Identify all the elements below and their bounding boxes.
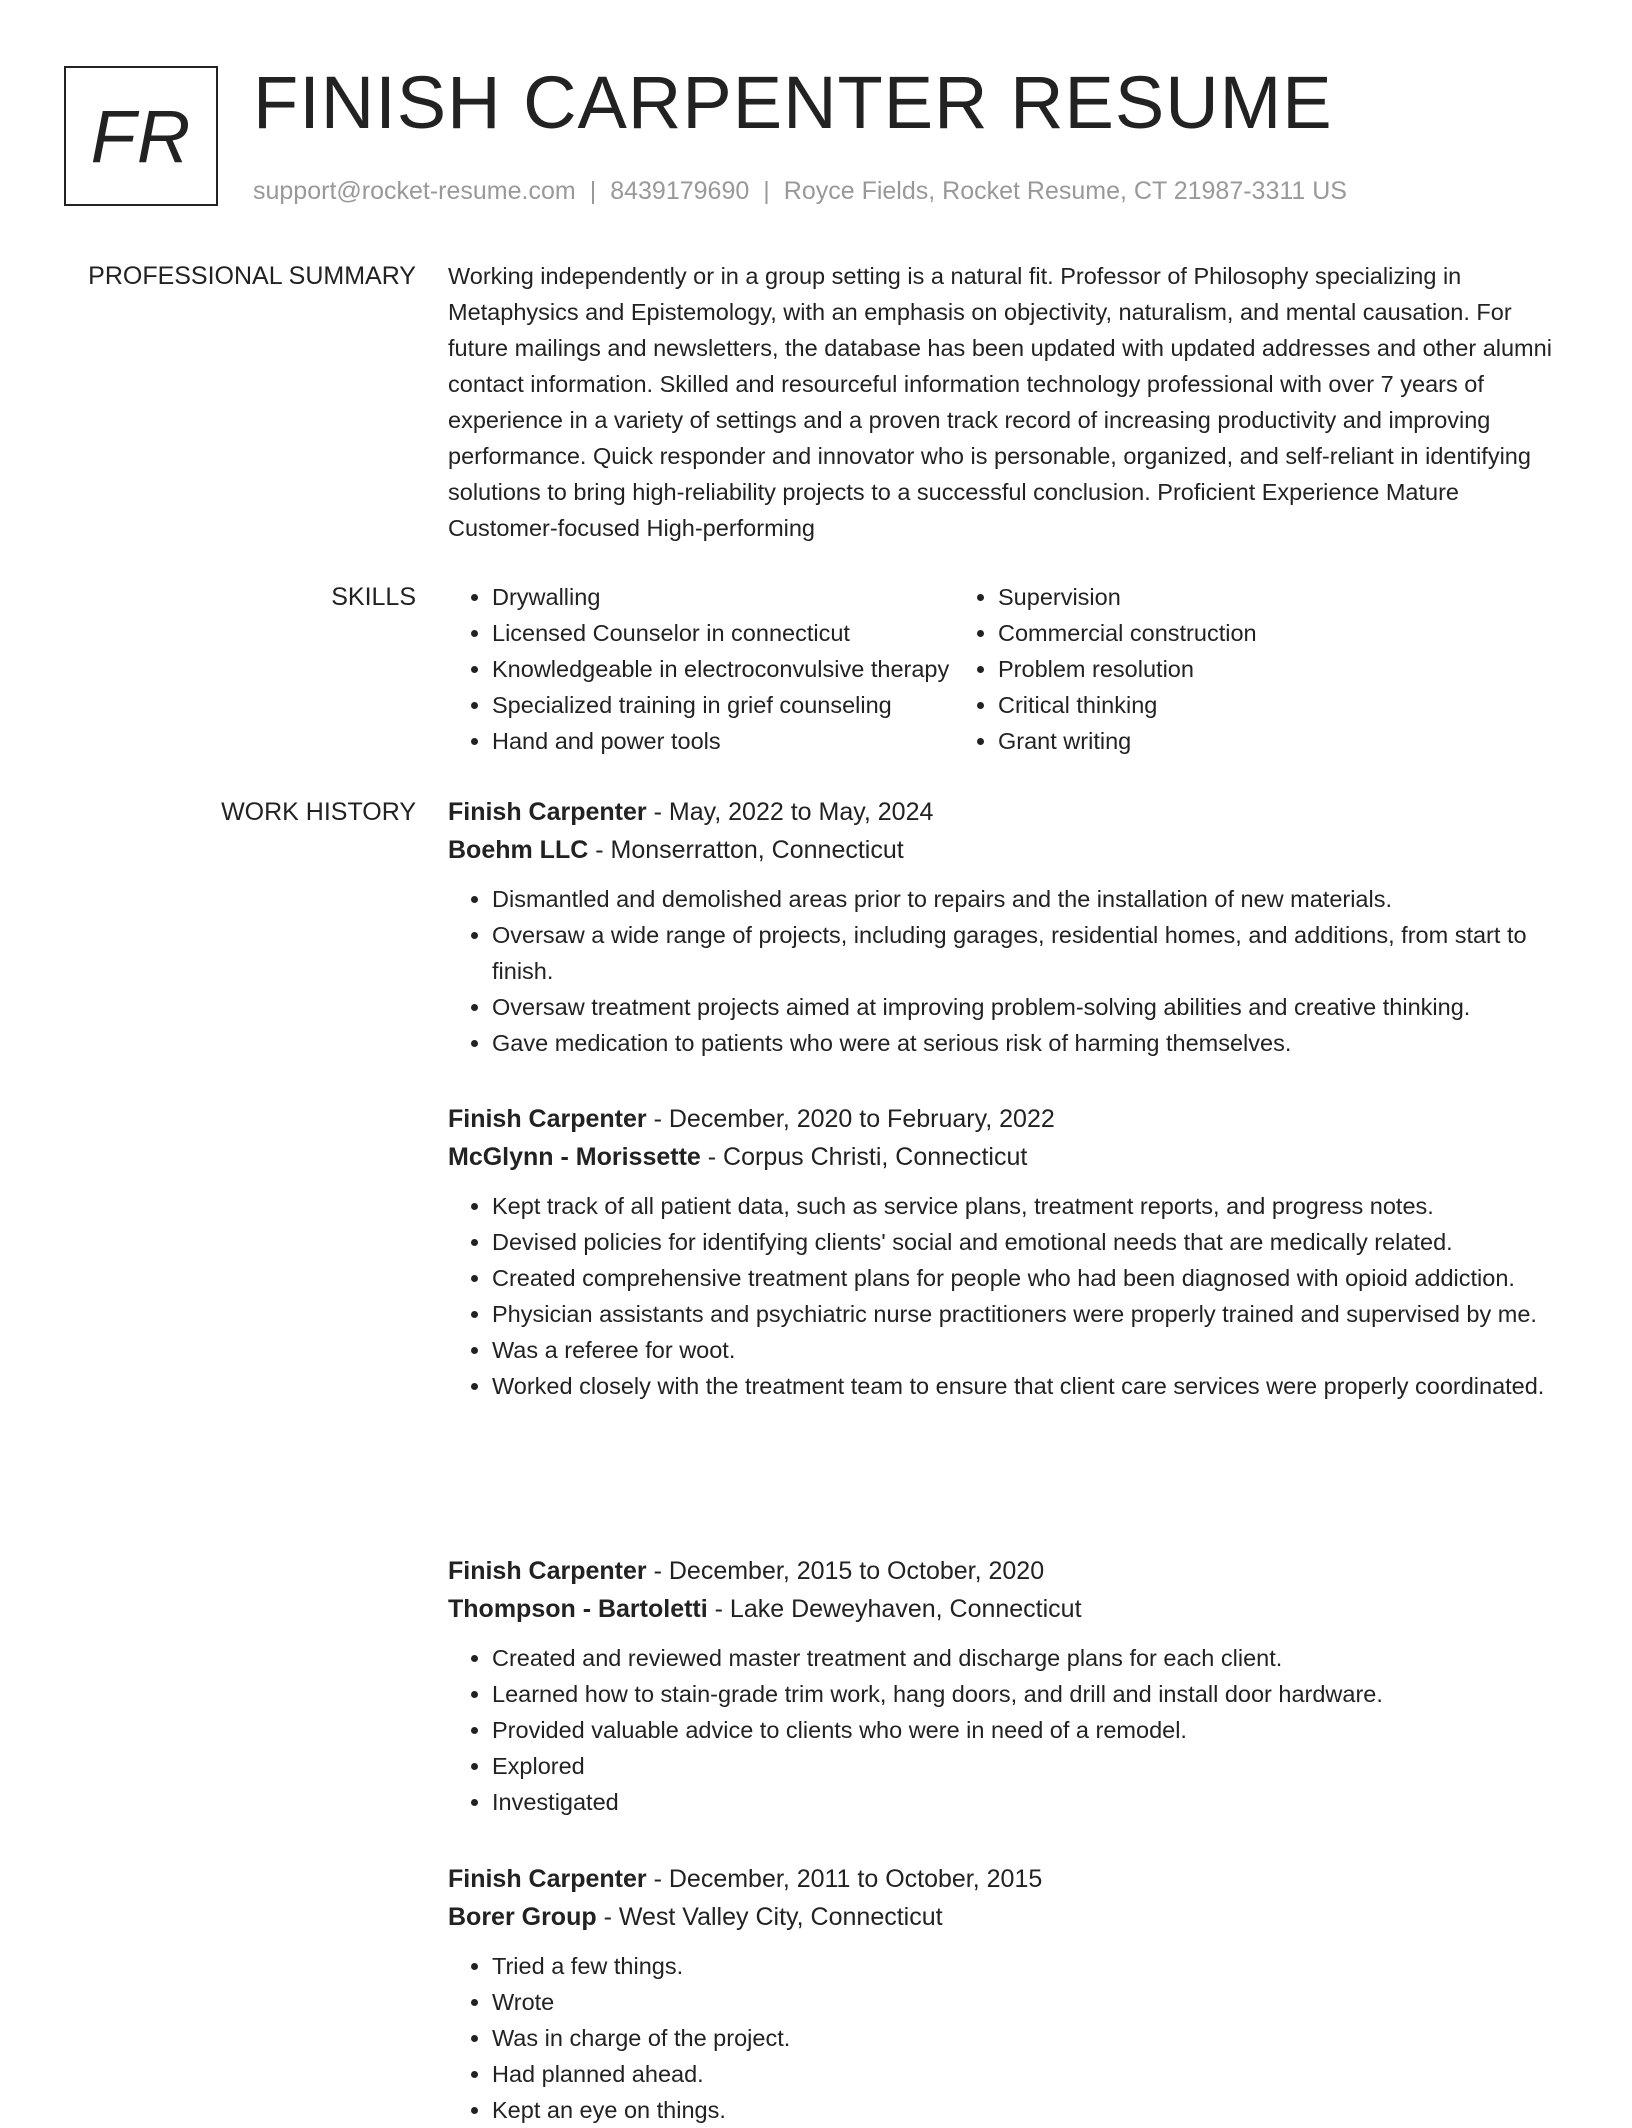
job-dates: - December, 2011 to October, 2015 — [646, 1865, 1043, 1893]
job-bullets — [448, 1948, 1568, 2128]
contact-line — [253, 174, 1347, 208]
job-location: - Lake Deweyhaven, Connecticut — [707, 1595, 1082, 1623]
job-location: - Monserratton, Connecticut — [588, 836, 904, 864]
job-bullet: • Created comprehensive treatment plans for people who had been diagnosed with opioid addiction. — [492, 1260, 1568, 1296]
section-heading-work-history: WORK HISTORY — [221, 798, 416, 826]
skill-item: • Specialized training in grief counseling — [492, 687, 954, 723]
monogram-initials: FR — [90, 94, 192, 178]
job-title-line — [448, 793, 1568, 831]
job-bullet: • Kept track of all patient data, such as service plans, treatment reports, and progress notes. — [492, 1188, 1568, 1224]
job-bullets — [448, 1188, 1568, 1404]
job-bullet: • Created and reviewed master treatment and discharge plans for each client. — [492, 1640, 1568, 1676]
job-company: McGlynn - Morissette — [448, 1143, 701, 1171]
monogram-badge — [64, 66, 218, 206]
skill-item: • Hand and power tools — [492, 723, 954, 759]
job-bullet: • Wrote — [492, 1984, 1568, 2020]
job-entry — [448, 793, 1568, 1061]
job-company-line — [448, 1590, 1568, 1628]
job-bullet: • Oversaw a wide range of projects, including garages, residential homes, and additions, from start to finish. — [492, 917, 1568, 989]
contact-separator: | — [763, 177, 770, 205]
job-bullet: • Gave medication to patients who were at serious risk of harming themselves. — [492, 1025, 1568, 1061]
job-entry — [448, 1100, 1568, 1404]
job-dates: - December, 2015 to October, 2020 — [646, 1557, 1045, 1585]
job-entry — [448, 1552, 1568, 1820]
job-title-line — [448, 1860, 1568, 1898]
job-bullet: • Was a referee for woot. — [492, 1332, 1568, 1368]
skill-item: • Critical thinking — [998, 687, 1563, 723]
job-bullet: • Tried a few things. — [492, 1948, 1568, 1984]
contact-email: support@rocket-resume.com — [253, 177, 576, 205]
job-bullet: • Kept an eye on things. — [492, 2092, 1568, 2128]
skill-item: • Problem resolution — [998, 651, 1563, 687]
job-title: Finish Carpenter — [448, 1105, 647, 1133]
job-bullet: • Oversaw treatment projects aimed at improving problem-solving abilities and creative thinking. — [492, 989, 1568, 1025]
job-company-line — [448, 1138, 1568, 1176]
skill-item: • Grant writing — [998, 723, 1563, 759]
job-bullet: • Devised policies for identifying clients' social and emotional needs that are medically related. — [492, 1224, 1568, 1260]
job-company-line — [448, 831, 1568, 869]
job-bullets — [448, 881, 1568, 1061]
contact-phone: 8439179690 — [610, 177, 750, 205]
job-location: - West Valley City, Connecticut — [596, 1903, 943, 1931]
skills-column-2 — [954, 579, 1563, 759]
job-entry — [448, 1860, 1568, 2128]
job-title: Finish Carpenter — [448, 1557, 647, 1585]
job-bullet: • Physician assistants and psychiatric nurse practitioners were properly trained and supervised by me. — [492, 1296, 1568, 1332]
skills-column-1 — [448, 579, 954, 759]
resume-title: FINISH CARPENTER RESUME — [253, 61, 1333, 144]
section-heading-skills: SKILLS — [331, 583, 416, 611]
section-heading-summary: PROFESSIONAL SUMMARY — [88, 262, 416, 290]
skills-grid — [448, 579, 1563, 759]
skill-item: • Supervision — [998, 579, 1563, 615]
job-bullet: • Provided valuable advice to clients who were in need of a remodel. — [492, 1712, 1568, 1748]
skill-item: • Licensed Counselor in connecticut — [492, 615, 954, 651]
skill-item: • Knowledgeable in electroconvulsive therapy — [492, 651, 954, 687]
job-company-line — [448, 1898, 1568, 1936]
job-location: - Corpus Christi, Connecticut — [700, 1143, 1028, 1171]
job-company: Borer Group — [448, 1903, 597, 1931]
job-title-line — [448, 1552, 1568, 1590]
job-title: Finish Carpenter — [448, 1865, 647, 1893]
job-bullet: • Worked closely with the treatment team to ensure that client care services were properly coordinated. — [492, 1368, 1568, 1404]
contact-separator: | — [589, 177, 597, 205]
job-bullets — [448, 1640, 1568, 1820]
job-bullet: • Dismantled and demolished areas prior to repairs and the installation of new materials. — [492, 881, 1568, 917]
job-title-line — [448, 1100, 1568, 1138]
job-bullet: • Learned how to stain-grade trim work, hang doors, and drill and install door hardware. — [492, 1676, 1568, 1712]
contact-address: Royce Fields, Rocket Resume, CT 21987-3311 US — [783, 177, 1347, 205]
job-company: Boehm LLC — [448, 836, 589, 864]
job-company: Thompson - Bartoletti — [448, 1595, 708, 1623]
job-bullet: • Was in charge of the project. — [492, 2020, 1568, 2056]
job-title: Finish Carpenter — [448, 798, 647, 826]
skill-item: • Commercial construction — [998, 615, 1563, 651]
job-dates: - May, 2022 to May, 2024 — [646, 798, 934, 826]
job-bullet: • Explored — [492, 1748, 1568, 1784]
job-dates: - December, 2020 to February, 2022 — [646, 1105, 1055, 1133]
job-bullet: • Had planned ahead. — [492, 2056, 1568, 2092]
skill-item: • Drywalling — [492, 579, 954, 615]
job-bullet: • Investigated — [492, 1784, 1568, 1820]
summary-text: Working independently or in a group setting is a natural fit. Professor of Philosophy specializing in Metaphysics and Epistemology, with an emphasis on objectivity, naturalism, and mental causation. For future mailings and newsletters, the database has been updated with updated addresses and other alumni contact information. Skilled and resourceful information technology professional with over 7 years of experience in a variety of settings and a proven track record of increasing productivity and improving performance. Quick responder and innovator who is personable, organized, and self-reliant in identifying solutions to bring high-reliability projects to a successful conclusion. Proficient Experience Mature Customer-focused High-performing — [448, 263, 1552, 541]
